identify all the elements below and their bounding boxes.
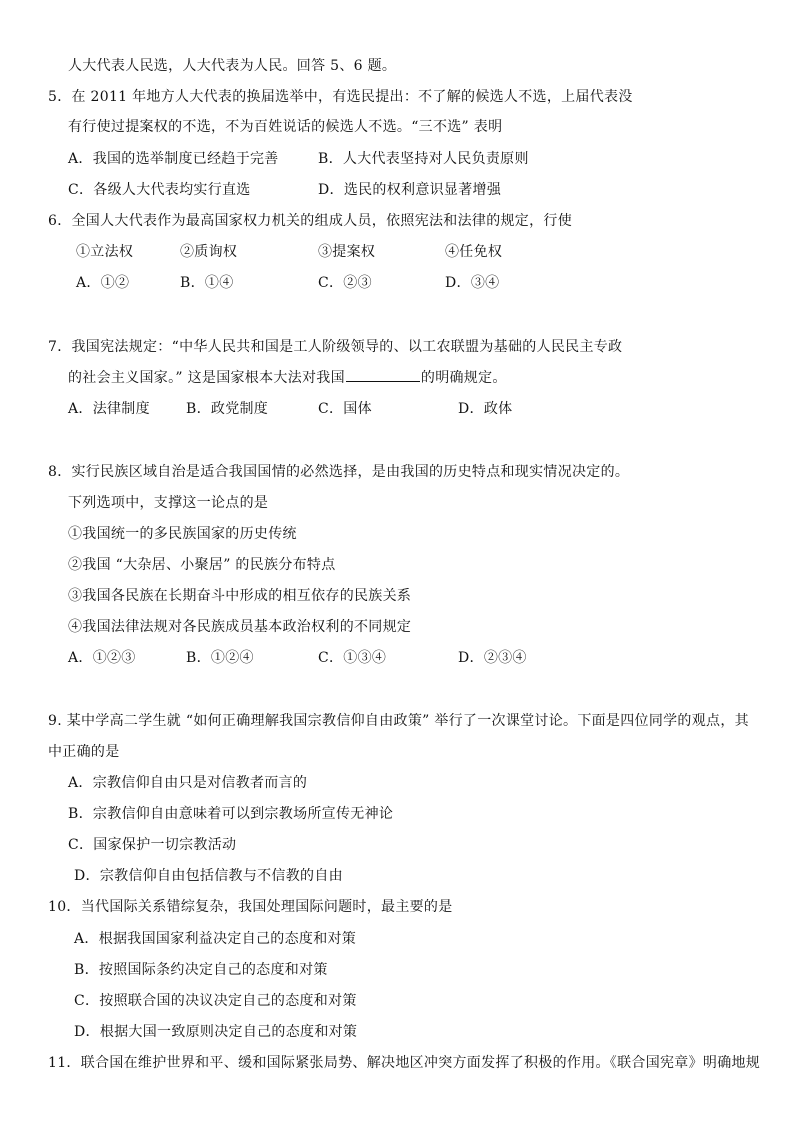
q6-option-c: C．②③	[318, 275, 372, 291]
q9-stem-line-2: 中正确的是	[48, 744, 120, 760]
q5-option-c: C．各级人大代表均实行直选	[68, 182, 251, 198]
q5-option-d: D．选民的权利意识显著增强	[318, 182, 502, 198]
q7-stem-part-b: 的明确规定。	[420, 370, 507, 386]
q10-option-c: C．按照联合国的决议决定自己的态度和对策	[74, 993, 357, 1009]
q5-option-b: B．人大代表坚持对人民负责原则	[318, 151, 529, 167]
q8-item-1: ①我国统一的多民族国家的历史传统	[68, 526, 297, 542]
q9-stem-line-1: 9. 某中学高二学生就 “如何正确理解我国宗教信仰自由政策” 举行了一次课堂讨论。下面是四位同学的观点，其	[48, 713, 749, 729]
q8-option-d: D．②③④	[458, 650, 527, 666]
q7-stem-line-2	[68, 369, 507, 387]
q6-option-a: A．①②	[76, 275, 130, 291]
q10-stem: 10．当代国际关系错综复杂，我国处理国际问题时，最主要的是	[48, 899, 453, 915]
q7-option-c: C．国体	[318, 401, 372, 417]
q8-stem-line-2: 下列选项中，支撑这一论点的是	[68, 495, 269, 511]
q8-option-a: A．①②③	[68, 650, 136, 666]
q10-option-d: D．根据大国一致原则决定自己的态度和对策	[74, 1024, 358, 1040]
q8-stem-line-1: 8．实行民族区域自治是适合我国国情的必然选择，是由我国的历史特点和现实情况决定的。	[48, 464, 630, 480]
q6-item-4: ④任免权	[445, 244, 503, 260]
q5-stem-line-1: 5．在 2011 年地方人大代表的换届选举中，有选民提出：不了解的候选人不选，上届代表没	[48, 89, 633, 105]
q10-option-a: A．根据我国国家利益决定自己的态度和对策	[74, 931, 357, 947]
q5-option-a: A．我国的选举制度已经趋于完善	[68, 151, 279, 167]
q9-option-a: A．宗教信仰自由只是对信教者而言的	[68, 775, 308, 791]
q6-item-2: ②质询权	[180, 244, 238, 260]
q10-option-b: B．按照国际条约决定自己的态度和对策	[74, 962, 328, 978]
q7-stem-part-a: 的社会主义国家。” 这是国家根本大法对我国	[68, 370, 345, 386]
q9-option-b: B．宗教信仰自由意味着可以到宗教场所宣传无神论	[68, 806, 394, 822]
q6-stem: 6．全国人大代表作为最高国家权力机关的组成人员，依照宪法和法律的规定，行使	[48, 213, 573, 229]
q7-stem-line-1: 7．我国宪法规定：“中华人民共和国是工人阶级领导的、以工农联盟为基础的人民民主专政	[48, 339, 623, 355]
intro-text: 人大代表人民选，人大代表为人民。回答 5、6 题。	[68, 58, 397, 74]
answer-blank	[346, 369, 420, 382]
q9-option-d: D．宗教信仰自由包括信教与不信教的自由	[74, 868, 343, 884]
q6-item-3: ③提案权	[318, 244, 376, 260]
q6-option-b: B．①④	[180, 275, 234, 291]
q8-option-b: B．①②④	[186, 650, 254, 666]
q6-option-d: D．③④	[445, 275, 500, 291]
q7-option-a: A．法律制度	[68, 401, 150, 417]
q8-item-4: ④我国法律法规对各民族成员基本政治权利的不同规定	[68, 619, 412, 635]
q5-stem-line-2: 有行使过提案权的不选，不为百姓说话的候选人不选。“三不选” 表明	[68, 119, 503, 135]
q7-option-d: D．政体	[458, 401, 513, 417]
q9-option-c: C．国家保护一切宗教活动	[68, 837, 237, 853]
q8-item-3: ③我国各民族在长期奋斗中形成的相互依存的民族关系	[68, 588, 412, 604]
q8-option-c: C．①③④	[318, 650, 387, 666]
q7-option-b: B．政党制度	[186, 401, 269, 417]
q11-stem: 11．联合国在维护世界和平、缓和国际紧张局势、解决地区冲突方面发挥了积极的作用。《联合国宪章》明确地规	[48, 1055, 761, 1071]
q6-item-1: ①立法权	[76, 244, 134, 260]
q8-item-2: ②我国 “大杂居、小聚居” 的民族分布特点	[68, 557, 336, 573]
